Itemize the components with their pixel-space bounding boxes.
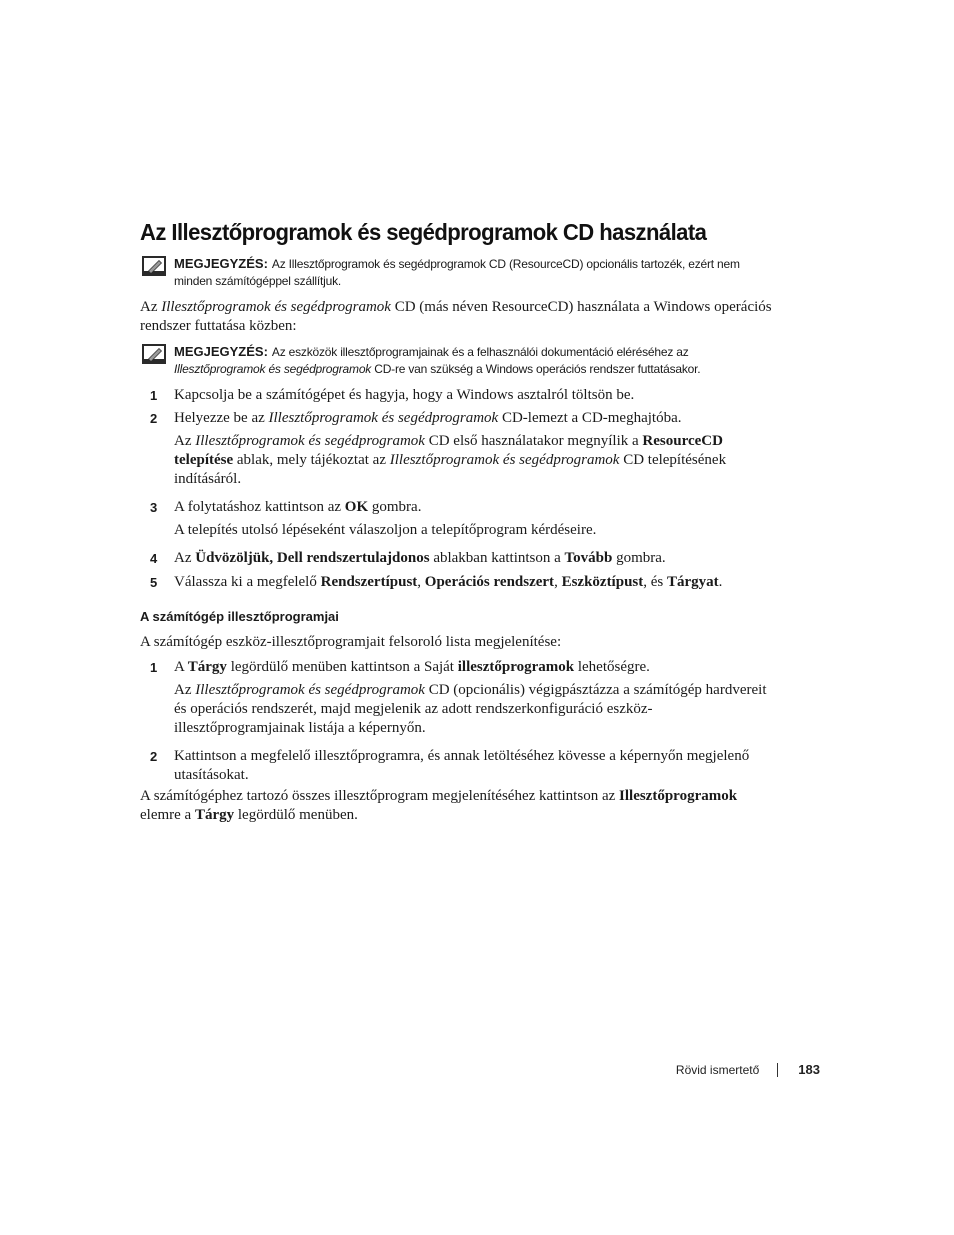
footer-divider — [777, 1063, 778, 1077]
step-text: Válassza ki a megfelelő Rendszertípust, Operációs rendszert, Eszköztípust, és Tárgyat. — [174, 574, 723, 590]
list-item — [140, 658, 780, 738]
section-heading: A számítógép illesztőprogramjai — [140, 609, 339, 624]
pencil-note-icon — [142, 344, 166, 369]
step-text: A folytatáshoz kattintson az OK gombra. — [174, 499, 422, 515]
page-footer — [676, 1061, 820, 1079]
note-label: MEGJEGYZÉS: — [174, 344, 268, 359]
list-item — [140, 386, 780, 405]
page-title: Az Illesztőprogramok és segédprogramok CD használata — [140, 219, 707, 245]
step-detail: A telepítés utolsó lépéseként válaszoljon a telepítőprogram kérdéseire. — [174, 522, 597, 538]
footer-section-title: Rövid ismertető — [675, 1063, 760, 1077]
list-item — [140, 409, 780, 489]
list-item — [140, 573, 780, 592]
step-number: 3 — [150, 500, 158, 515]
intro-paragraph: Az Illesztőprogramok és segédprogramok CD (más néven ResourceCD) használata a Windows operációs rendszer futtatása közben: — [140, 299, 772, 334]
pencil-note-icon — [142, 256, 166, 281]
step-number: 2 — [150, 411, 158, 426]
step-number: 5 — [150, 575, 158, 590]
step-text: Az Üdvözöljük, Dell rendszertulajdonos ablakban kattintson a Tovább gombra. — [174, 550, 666, 566]
step-text: Helyezze be az Illesztőprogramok és segédprogramok CD-lemezt a CD-meghajtóba. — [174, 410, 682, 426]
list-item — [140, 549, 780, 568]
step-text: Kapcsolja be a számítógépet és hagyja, hogy a Windows asztalról töltsön be. — [174, 387, 635, 403]
note-box: MEGJEGYZÉS: Az eszközök illesztőprogramjainak és a felhasználói dokumentáció eléréséhez az Illesztőprogramok és segédprogramok CD-re van szükség a Windows operációs rendszer futtatásakor. — [140, 343, 760, 378]
note-box — [140, 255, 760, 290]
step-number: 2 — [150, 749, 158, 764]
note-label: MEGJEGYZÉS: — [174, 256, 268, 271]
step-detail: Az Illesztőprogramok és segédprogramok CD (opcionális) végigpásztázza a számítógép hardvereit és operációs rendszerét, majd megjelenik az adott rendszerkonfiguráció eszköz-illesztőprogramjainak listája a képernyőn. — [174, 682, 767, 736]
list-item — [140, 498, 780, 540]
step-text: A Tárgy legördülő menüben kattintson a Saját illesztőprogramok lehetőségre. — [174, 659, 650, 675]
list-item — [140, 747, 780, 785]
step-number: 1 — [150, 388, 158, 403]
step-text: Kattintson a megfelelő illesztőprogramra, és annak letöltéséhez kövesse a képernyőn megjelenő utasításokat. — [174, 748, 750, 783]
closing-paragraph: A számítógéphez tartozó összes illesztőprogram megjelenítéséhez kattintson az Illesztőprogramok elemre a Tárgy legördülő menüben. — [140, 788, 738, 823]
note-text: Az Illesztőprogramok és segédprogramok CD (ResourceCD) opcionális tartozék, ezért nem minden számítógéppel szállítjuk. — [174, 257, 740, 288]
section-intro: A számítógép eszköz-illesztőprogramjait felsoroló lista megjelenítése: — [140, 634, 562, 650]
step-number: 1 — [150, 660, 158, 675]
step-detail: Az Illesztőprogramok és segédprogramok CD első használatakor megnyílik a ResourceCD telepítése ablak, mely tájékoztat az Illesztőprogramok és segédprogramok CD telepítésének indításáról. — [174, 433, 727, 487]
page-number: 183 — [798, 1062, 820, 1077]
step-number: 4 — [150, 551, 158, 566]
